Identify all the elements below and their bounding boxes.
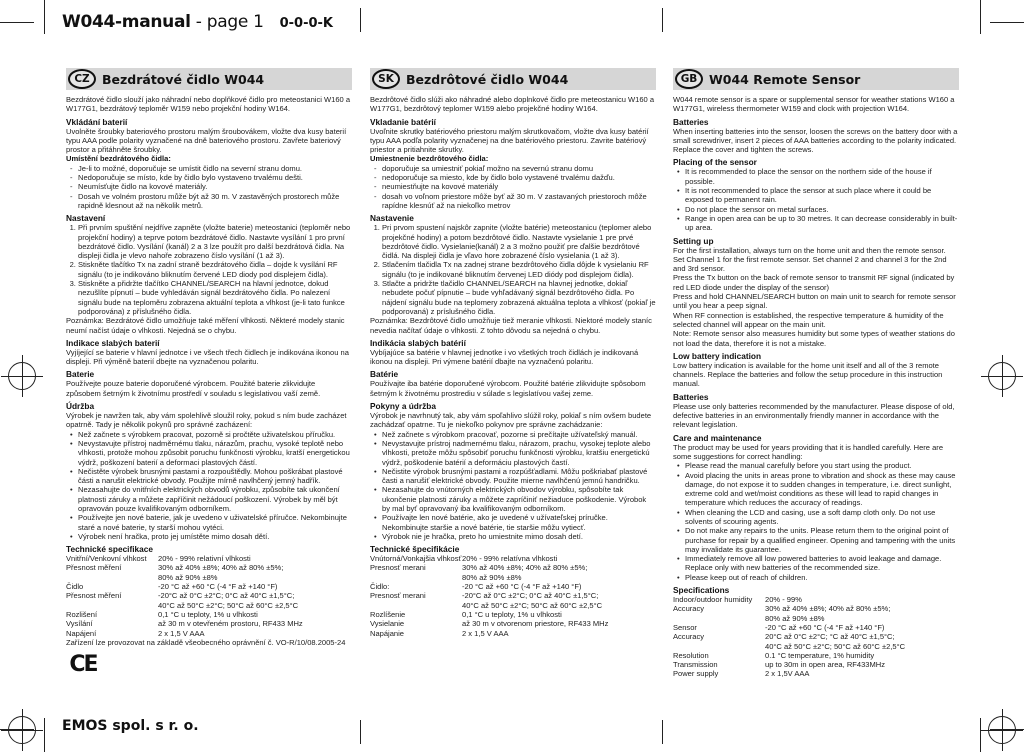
language-badge: CZ	[68, 69, 96, 89]
list-item: • When cleaning the LCD and casing, use a soft damp cloth only. Do not use solvents of scouring agents.	[685, 508, 959, 527]
heading-specifications: Specifications	[673, 585, 730, 596]
setup-list	[382, 223, 656, 316]
list-item: • Please read the manual carefully before you start using the product.	[685, 461, 959, 470]
section-banner	[370, 68, 656, 90]
low-battery-text: Vyjíjející se baterie v hlavní jednotce i ve všech třech čidlech je indikována ikonou na displeji. Při výměně baterií dbejte na vyznačenou polaritu.	[66, 347, 349, 367]
heading-specifications: Technické specifikace	[66, 544, 154, 555]
spec-label: Indoor/outdoor humidity	[673, 595, 753, 605]
spec-label: Vysielanie	[370, 619, 405, 629]
spec-label: Accuracy	[673, 632, 705, 642]
list-item: 1. Pri prvom spustení najskôr zapnite (vložte batérie) meteostanicu (teplomer alebo projekčné hodiny) a potom bezdrôtové čidlo. Nastavte vysielanie 1 pre prvé bezdrôtové čidlo. Vysielanie(kanál) 2 a 3 možno použiť pre ďalšie bezdrôtové čidlá. Na displeji čidla je vľavo hore zobrazené číslo vysielania (1 až 3).	[382, 223, 656, 260]
section-cz	[66, 68, 352, 708]
list-item: - doporučuje sa umiestniť pokiaľ možno na severnú stranu domu	[374, 164, 656, 173]
heading-low-battery: Indikace slabých baterií	[66, 337, 160, 348]
heading-placement: Umiestnenie bezdrôtového čidla:	[370, 154, 489, 164]
setup-note: Poznámka: Bezdrôtové čidlo umožňuje tiež meranie vlhkosti. Niektoré modely staníc nevedia načítať údaje o vlhkosti. Z tohto dôvodu sa nejedná o chybu.	[370, 316, 652, 335]
spec-value: 30% až 40% ±8%; 40% až 80% ±5%; 80% až 90% ±8%	[462, 563, 588, 582]
list-item: • Než začnete s výrobkom pracovať, pozorne si prečítajte užívateľský manuál.	[382, 430, 656, 439]
ce-mark-logo: CE	[69, 652, 97, 678]
heading-placement: Placing of the sensor	[673, 157, 757, 168]
heading-battery: Batérie	[370, 369, 399, 380]
list-item: - neumiestňujte na kovové materiály	[374, 182, 656, 191]
list-item: • It is recommended to place the sensor on the northern side of the house if possible.	[685, 167, 959, 186]
spec-label: Napájení	[66, 628, 97, 638]
crop-mark	[0, 22, 34, 23]
list-item: • Immediately remove all low powered batteries to avoid leakage and damage. Replace only with new batteries of the recommended size.	[685, 554, 959, 573]
spec-label: Presnosť merani	[370, 563, 426, 573]
page-header	[62, 12, 333, 36]
list-item: • Please keep out of reach of children.	[685, 573, 959, 582]
crop-mark	[980, 0, 981, 34]
intro-text: Bezdrôtové čidlo slúži ako náhradné alebo doplnkové čidlo pre meteostanicu W160 a W177G1, bezdrôtový teplomer W159 alebo projekčné hodiny W164.	[370, 95, 655, 114]
spec-value: -20°C až 0°C ±2°C; 0°C až 40°C ±1,5°C; 40°C až 50°C ±2°C; 50°C až 60°C ±2,5°C	[158, 591, 299, 610]
registration-mark	[988, 362, 1016, 390]
list-item: - Neumísťujte čidlo na kovové materiály.	[70, 182, 352, 191]
section-body	[370, 95, 656, 638]
registration-mark	[8, 716, 36, 744]
heading-care: Care and maintenance	[673, 432, 762, 443]
heading-low-battery: Indikácia slabých batérií	[370, 337, 466, 348]
list-item: • It is not recommended to place the sensor at such place where it could be exposed to permanent rain.	[685, 186, 959, 205]
spec-value: 2 x 1,5V AAA	[765, 669, 810, 679]
heading-setup: Nastavení	[66, 213, 106, 224]
list-item: • Používajte len nové batérie, ako je uvedené v užívateľskej príručke. Nekombinujte staršie a nové batérie, tie staršie môžu vytiecť.	[382, 513, 656, 532]
list-item: • Výrobok nie je hračka, preto ho umiestnite mimo dosah detí.	[382, 532, 656, 541]
document-title: W044-manual - page 1	[62, 12, 264, 32]
care-intro: The product may be used for years providing that it is handled carefully. Here are some suggestions for correct handling:	[673, 442, 944, 461]
spec-label: Rozlíšenie	[370, 609, 406, 619]
list-item: - Je-li to možné, doporučuje se umístit čidlo na severní stranu domu.	[70, 164, 352, 173]
spec-value: 2 x 1,5 V AAA	[158, 628, 205, 638]
spec-value: 20% - 99%	[765, 595, 802, 605]
setup-note: Note: Remote sensor also measures humidity but some types of weather stations do not load the data, therefore it is not a mistake.	[673, 329, 955, 348]
battery-text: Please use only batteries recommended by the manufacturer. Please dispose of old, defective batteries in an environmentally friendly manner in accordance with the relevant legislation.	[673, 401, 955, 430]
list-item: 2. Stiskněte tlačítko Tx na zadní straně bezdrátového čidla – dojde k vysílání RF signálu (to je indikováno bliknutím červené LED diody pod displejem čidla).	[78, 260, 352, 279]
section-banner	[673, 68, 959, 90]
spec-table	[673, 595, 959, 679]
crop-mark	[980, 718, 981, 752]
section-title: W044 Remote Sensor	[709, 71, 861, 87]
company-footer: EMOS spol. s r. o.	[62, 718, 199, 734]
list-item: • Než začnete s výrobkem pracovat, pozorně si pročtěte uživatelskou příručku.	[78, 430, 352, 439]
spec-value: 0,1 °C u teploty, 1% u vlhkosti	[462, 609, 562, 619]
spec-label: Sensor	[673, 622, 697, 632]
spec-value: 0.1 °C temperature, 1% humidity	[765, 650, 875, 660]
placement-list	[685, 167, 959, 232]
care-list	[382, 430, 656, 542]
list-item: 3. Stiskněte a přidržte tlačítko CHANNEL/SEARCH na hlavní jednotce, dokud nezušlíte pípnutí – bude vyhledáván signál bezdrátového čidla. Po nalezení signálu bude na teploměru zobrazena aktuální teplota a vlhkost (je-li tato funkce podporována) z příslušného čidla.	[78, 279, 352, 316]
crop-mark	[662, 8, 663, 32]
setup-text: For the first installation, always turn on the home unit and then the remote sensor. Set Channel 1 for the first remote sensor. Set channel 2 and channel 3 for the 2nd and 3rd sensor.	[673, 245, 947, 274]
spec-table	[370, 554, 656, 638]
spec-label: Přesnost měření	[66, 563, 122, 573]
spec-value: 20% - 99% relativní vlhkosti	[158, 554, 251, 564]
care-list	[685, 461, 959, 582]
section-sk	[370, 68, 656, 708]
spec-value: -20 °C až +60 °C (-4 °F až +140 °F)	[462, 582, 582, 592]
spec-label: Power supply	[673, 669, 719, 679]
list-item: • Výrobek není hračka, proto jej umístěte mimo dosah dětí.	[78, 532, 352, 541]
authorization-note: Zařízení lze provozovat na základě všeobecného oprávnění č. VO-R/10/08.2005-24	[66, 637, 346, 647]
list-item: • Do not make any repairs to the units. Please return them to the original point of purchase for repair by a qualified engineer. Opening and tampering with the units may invalidate its guarantee.	[685, 526, 959, 554]
heading-batteries: Vkládání baterií	[66, 116, 128, 127]
care-list	[78, 430, 352, 542]
spec-label: Transmission	[673, 660, 718, 670]
batteries-text: Uvolněte šroubky bateriového prostoru malým šroubovákem, vložte dva kusy baterií typu AAA podle polarity vyznačené na dně bateriového prostoru. Zavřete bateriový prostor a přitáhněte šroubky.	[66, 126, 347, 155]
intro-text: Bezdrátové čidlo slouží jako náhradní nebo doplňkové čidlo pro meteostanici W160 a W177G1, bezdrátový teploměr W159 nebo projekční hodiny W164.	[66, 95, 351, 114]
spec-label: Vysílání	[66, 619, 93, 629]
list-item: 2. Stlačením tlačidla Tx na zadnej strane bezdrôtového čidla dôjde k vysielaniu RF signálu (to je indikované bliknutím červenej LED diódy pod displejom čidla).	[382, 260, 656, 279]
language-badge: GB	[675, 69, 703, 89]
list-item: • Nevystavujte přístroj nadměrnému tlaku, nárazům, prachu, vysoké teplotě nebo vlhkosti, protože mohou způsobit poruchu funkčnosti výrobku, kratší energetickou výdrž, poškození baterií a deformaci plastových částí.	[78, 439, 352, 467]
heading-setup: Setting up	[673, 235, 714, 246]
language-badge: SK	[372, 69, 400, 89]
spec-label: Čidlo:	[370, 582, 390, 592]
spec-value: 30% až 40% ±8%; 40% až 80% ±5%; 80% až 90% ±8%	[765, 604, 891, 623]
list-item: - nedoporučuje sa miesto, kde by čidlo bolo vystavené trvalému dažďu.	[374, 173, 656, 182]
care-intro: Výrobek je navržen tak, aby vám spolehlivě sloužil roky, pokud s ním bude zacházet opatrně. Tady je několik pokynů pro správné zacházení:	[66, 411, 347, 430]
heading-batteries: Vkladanie batérií	[370, 116, 436, 127]
batteries-text: Uvoľnite skrutky batériového priestoru malým skrutkovačom, vložte dva kusy batérií typu AAA podľa polarity vyznačenej na dne batériového priestoru. Zavrite batériový priestor a pritiahnite skrutky.	[370, 126, 649, 155]
registration-mark	[988, 716, 1016, 744]
crop-mark	[360, 720, 361, 744]
heading-battery: Baterie	[66, 369, 95, 380]
heading-low-battery: Low battery indication	[673, 350, 762, 361]
setup-text: When RF connection is established, the respective temperature & humidity of the selected channel will appear on the main unit.	[673, 310, 944, 329]
spec-value: až 30 m v otvorenom priestore, RF433 MHz	[462, 619, 609, 629]
list-item: • Avoid placing the units in areas prone to vibration and shock as these may cause damage, do not expose it to sudden changes in temperature, i.e. direct sunlight, extreme cold and wet/moist conditions as these will lead to rapid changes in temperature which reduces the accuracy of readings.	[685, 471, 959, 508]
heading-setup: Nastavenie	[370, 213, 414, 224]
list-item: - Nedoporučuje se místo, kde by čidlo bylo vystaveno trvalému dešti.	[70, 173, 352, 182]
batteries-text: When inserting batteries into the sensor, loosen the screws on the battery door with a small screwdriver, insert 2 pieces of AAA batteries according to the polarity indicated. Replace the cover and tighten the screws.	[673, 126, 958, 155]
spec-label: Přesnost měření	[66, 591, 122, 601]
heading-specifications: Technické špecifikácie	[370, 544, 460, 555]
list-item: 3. Stlačte a pridržte tlačidlo CHANNEL/SEARCH na hlavnej jednotke, dokiaľ nebudete počuť pípnutie – bude vyhľadávaný signál bezdrôtového čidla. Po nájdení signálu bude na teplomery zobrazená aktuálna teplota a vlhkosť (pokiaľ je podporovaná) z príslušného čidla.	[382, 279, 656, 316]
list-item: • Range in open area can be up to 30 metres. It can decrease considerably in built-up area.	[685, 214, 959, 233]
placement-list	[70, 164, 352, 210]
low-battery-text: Low battery indication is available for the home unit itself and all of the 3 remote channels. Replace the batteries and follow the setup procedure in this instruction manual.	[673, 360, 943, 389]
crop-mark	[662, 720, 663, 744]
spec-value: 30% až 40% ±8%; 40% až 80% ±5%; 80% až 90% ±8%	[158, 563, 284, 582]
crop-mark	[360, 8, 361, 32]
spec-value: 20°C až 0°C ±2°C; °C až 40°C ±1,5°C; 40°C až 50°C ±2°C; 50°C až 60°C ±2,5°C	[765, 632, 906, 651]
list-item: - Dosah ve volném prostoru může být až 30 m. V zastavěných prostorech může rapidně klesnout až na několik metrů.	[70, 192, 352, 211]
spec-value: 20% - 99% relatívna vlhkosti	[462, 554, 558, 564]
list-item: - dosah vo voľnom priestore môže byť až 30 m. V zastavaných priestoroch môže rapídne klesnúť až na niekoľko metrov	[374, 192, 656, 211]
list-item: • Používejte jen nové baterie, jak je uvedeno v uživatelské příručce. Nekombinujte staré a nové baterie, ty starší mohou vytéci.	[78, 513, 352, 532]
registration-mark	[8, 362, 36, 390]
setup-list	[78, 223, 352, 316]
section-body	[66, 95, 352, 677]
battery-text: Používajte iba batérie doporučené výrobcom. Použité batérie zlikvidujte spôsobom šetrným k životnému prostrediu v súlade s legislatívou vašej zeme.	[370, 379, 646, 398]
spec-label: Accuracy	[673, 604, 705, 614]
crop-mark	[44, 0, 45, 34]
intro-text: W044 remote sensor is a spare or supplemental sensor for weather stations W160 a W177G1, wireless thermometer W159 and clock with projection W164.	[673, 95, 955, 114]
list-item: • Nezasahujte do vnútorných elektrických obvodov výrobku, spôsobíte tak ukončenie platnosti záruky a môžete zapríčiniť nežiaduce poškodenie. Výrobok by mal byť opravovaný iba kvalifikovaným odborníkom.	[382, 485, 656, 513]
setup-text: Press the Tx button on the back of remote sensor to transmit RF signal (indicated by red LED diode under the display of the sensor)	[673, 273, 955, 292]
spec-value: 2 x 1,5 V AAA	[462, 628, 509, 638]
battery-text: Používejte pouze baterie doporučené výrobcem. Použité baterie zlikvidujte způsobem šetrným k životnímu prostředí v souladu s legislativou vaší země.	[66, 379, 321, 398]
spec-value: až 30 m v otevřeném prostoru, RF433 MHz	[158, 619, 303, 629]
heading-placement: Umístění bezdrátového čidla:	[66, 154, 171, 164]
section-banner	[66, 68, 352, 90]
spec-value: 0,1 °C u teploty, 1% u vlhkosti	[158, 609, 258, 619]
spec-label: Vnútorná/Vonkajšia vlhkosť	[370, 554, 462, 564]
list-item: • Nečistěte výrobek brusnými pastami a rozpouštědly. Mohou poškrábat plastové části a narušit elektrické obvody. Použijte mírně navlhčený jemný hadřík.	[78, 467, 352, 486]
crop-mark	[990, 22, 1024, 23]
list-item: • Nečistite výrobok brusnými pastami a rozpúšťadlami. Môžu poškriabať plastové časti a narušiť elektrické obvody. Použite mierne navlhčenú jemnú handričku.	[382, 467, 656, 486]
setup-note: Poznámka: Bezdrátové čidlo umožňuje také měření vlhkosti. Některé modely stanic neumí načíst údaje o vlhkosti. Nejedná se o chybu.	[66, 316, 345, 335]
placement-list	[374, 164, 656, 210]
care-intro: Výrobok je navrhnutý tak, aby vám spoľahlivo slúžil roky, pokiaľ s ním ovšem budete zachádzať opatrne. Tu je niekoľko pokynov pre správne zachádzanie:	[370, 411, 652, 430]
spec-value: -20 °C až +60 °C (-4 °F až +140 °F)	[765, 622, 885, 632]
list-item: • Nevystavujte prístroj nadmernému tlaku, nárazom, prachu, vysokej teplote alebo vlhkosti, pretože môžu spôsobiť poruchu funkčnosti výrobku, kratšiu energetickú výdrž, poškodenie batérií a deformáciu plastových častí.	[382, 439, 656, 467]
heading-care: Údržba	[66, 401, 95, 412]
spec-value: up to 30m in open area, RF433MHz	[765, 660, 885, 670]
heading-battery: Batteries	[673, 391, 709, 402]
heading-care: Pokyny a údržba	[370, 401, 436, 412]
spec-value: -20 °C až +60 °C (-4 °F až +140 °F)	[158, 582, 278, 592]
spec-table	[66, 554, 352, 638]
document-code: 0-0-0-K	[279, 16, 334, 31]
list-item: • Do not place the sensor on metal surfaces.	[685, 205, 959, 214]
section-gb	[673, 68, 959, 708]
crop-mark	[44, 718, 45, 752]
list-item: • Nezasahujte do vnitřních elektrických obvodů výrobku, způsobíte tak ukončení platnosti záruky a můžete zapříčinit nežádoucí poškození. Výrobek by měl být opravován pouze kvalifikovaným odborníkem.	[78, 485, 352, 513]
spec-label: Resolution	[673, 650, 709, 660]
spec-label: Čidlo	[66, 582, 84, 592]
spec-label: Napájanie	[370, 628, 404, 638]
spec-value: -20°C až 0°C ±2°C; 0°C až 40°C ±1,5°C; 40°C až 50°C ±2°C; 50°C až 60°C ±2,5°C	[462, 591, 603, 610]
spec-label: Presnosť merani	[370, 591, 426, 601]
spec-label: Rozlišení	[66, 609, 98, 619]
setup-text: Press and hold CHANNEL/SEARCH button on main unit to search for remote sensor until you hear a peep signal.	[673, 292, 956, 311]
section-title: Bezdrátové čidlo W044	[102, 71, 265, 87]
heading-batteries: Batteries	[673, 116, 709, 127]
spec-label: Vnitřní/Venkovní vlhkost	[66, 554, 147, 564]
low-battery-text: Vybíjajúce sa batérie v hlavnej jednotke i vo všetkých troch čidlách je indikovaná ikonou na displeji. Pri výmene batérií dbajte na vyznačenú polaritu.	[370, 347, 639, 367]
list-item: 1. Při prvním spuštění nejdříve zapněte (vložte baterie) meteostanici (teploměr nebo projekční hodiny) a teprve potom bezdrátové čidlo. Nastavte vysílání 1 pro první bezdrátové čidlo. Vysílání (kanál) 2 a 3 lze použít pro další bezdrátová čidla. Na displeji čidla je vlevo nahoře zobrazeno číslo vysílání (1 až 3).	[78, 223, 352, 260]
section-body	[673, 95, 959, 679]
section-title: Bezdrôtové čidlo W044	[406, 71, 569, 87]
